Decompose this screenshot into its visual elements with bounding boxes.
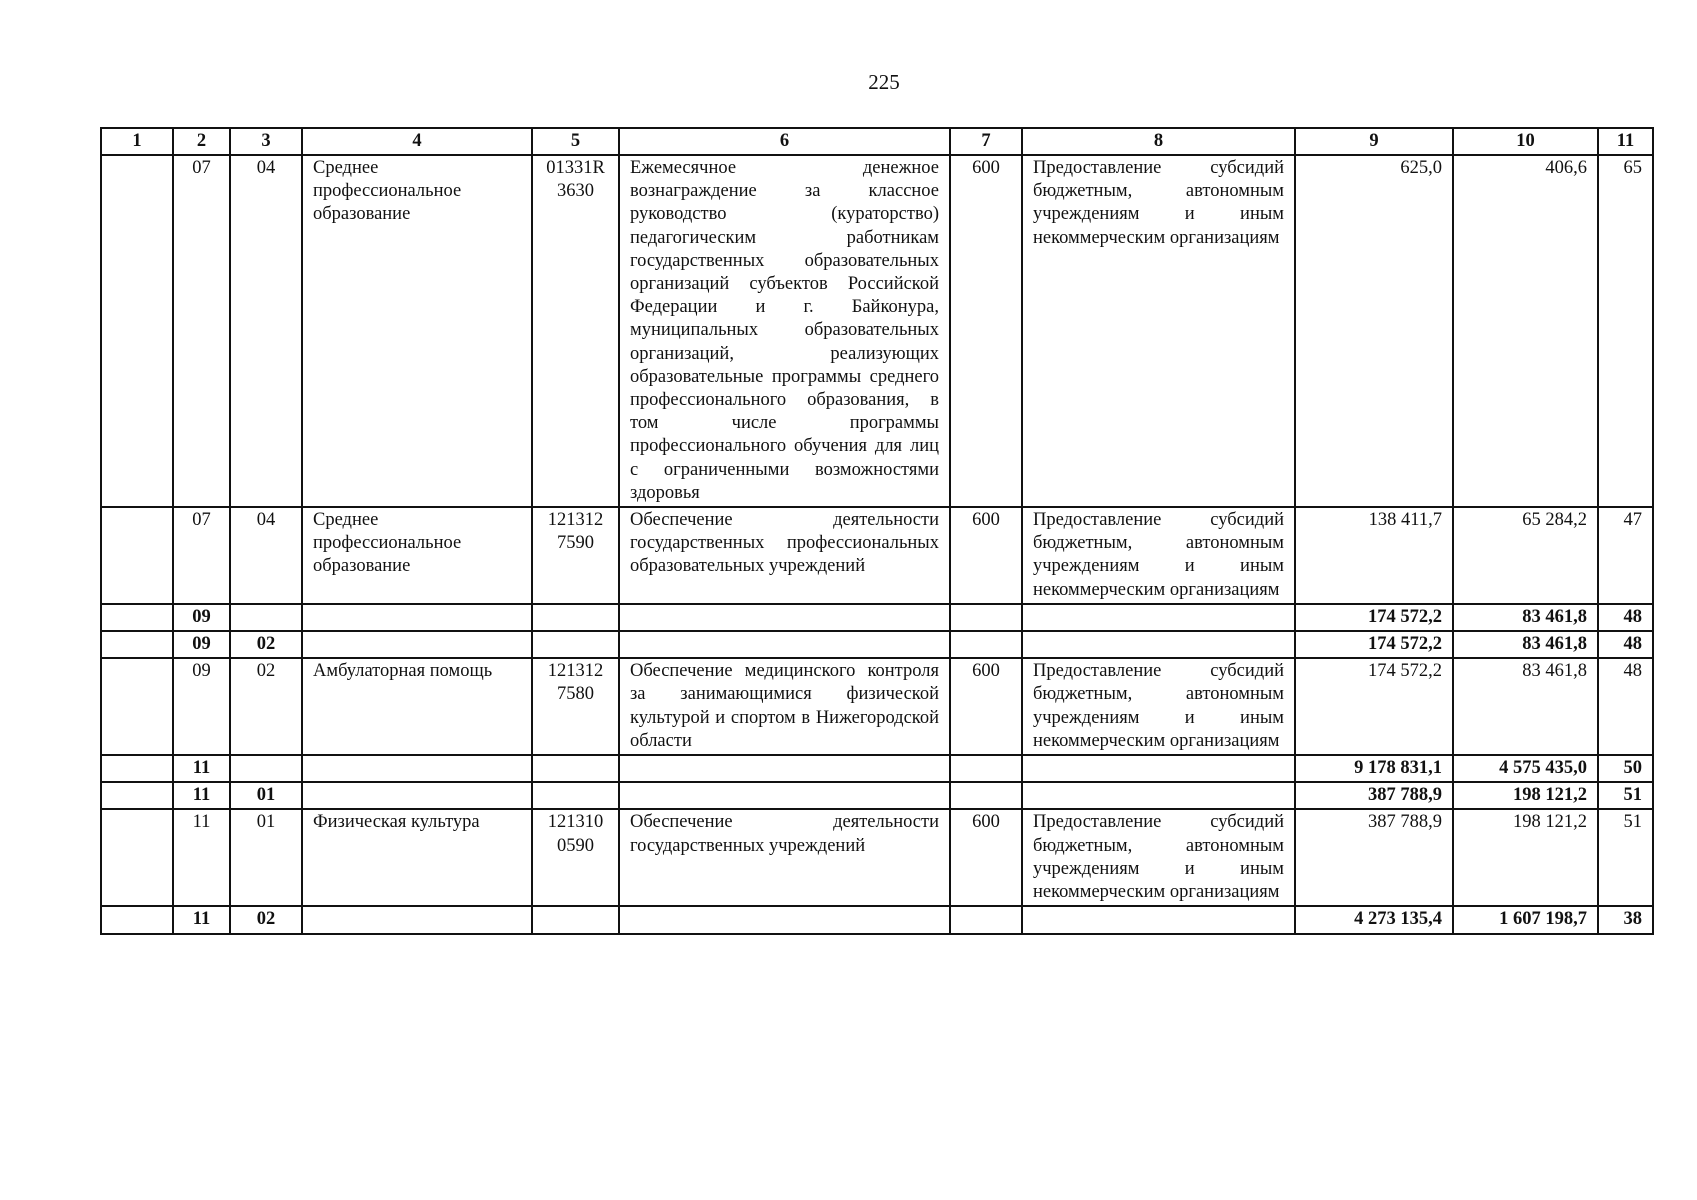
cell-expense-type: 600 [950, 658, 1022, 755]
cell-col1 [101, 507, 173, 604]
cell-plan: 174 572,2 [1295, 604, 1453, 631]
cell-expense-type [950, 782, 1022, 809]
cell-target-name [619, 604, 950, 631]
header-cell: 5 [532, 128, 619, 155]
cell-plan: 387 788,9 [1295, 782, 1453, 809]
header-cell: 2 [173, 128, 230, 155]
cell-percent: 65 [1598, 155, 1653, 507]
cell-target-code [532, 755, 619, 782]
cell-actual: 83 461,8 [1453, 631, 1598, 658]
cell-target-code: 121310 0590 [532, 809, 619, 906]
cell-percent: 38 [1598, 906, 1653, 933]
cell-expense-name [1022, 755, 1295, 782]
cell-subsection-name: Среднее профессиональное образование [302, 155, 532, 507]
cell-col1 [101, 906, 173, 933]
header-cell: 4 [302, 128, 532, 155]
cell-plan: 387 788,9 [1295, 809, 1453, 906]
cell-actual: 83 461,8 [1453, 658, 1598, 755]
cell-subsection: 01 [230, 809, 302, 906]
cell-target-name [619, 631, 950, 658]
cell-subsection-name: Физическая культура [302, 809, 532, 906]
cell-col1 [101, 782, 173, 809]
cell-subsection-name [302, 755, 532, 782]
cell-section: 09 [173, 658, 230, 755]
cell-col1 [101, 658, 173, 755]
cell-target-code [532, 906, 619, 933]
cell-actual: 83 461,8 [1453, 604, 1598, 631]
cell-subsection: 04 [230, 155, 302, 507]
cell-percent: 51 [1598, 809, 1653, 906]
cell-subsection: 04 [230, 507, 302, 604]
cell-plan: 138 411,7 [1295, 507, 1453, 604]
cell-subsection-name: Среднее профессиональное образование [302, 507, 532, 604]
table-row [101, 658, 1653, 755]
cell-col1 [101, 155, 173, 507]
cell-actual: 1 607 198,7 [1453, 906, 1598, 933]
cell-expense-type [950, 604, 1022, 631]
cell-target-name: Обеспечение деятельности государственных учреждений [619, 809, 950, 906]
table-row [101, 155, 1653, 507]
header-row [101, 128, 1653, 155]
cell-subsection: 02 [230, 658, 302, 755]
cell-percent: 48 [1598, 631, 1653, 658]
cell-section: 11 [173, 809, 230, 906]
cell-subsection-name [302, 631, 532, 658]
cell-target-name: Ежемесячное денежное вознаграждение за классное руководство (кураторство) педагогическим работникам государственных образовательных организаций субъектов Российской Федерации и г. Байконура, муниципальных образовательных организаций, реализующих образовательные программы среднего профессионального образования, в том числе программы профессионального обучения для лиц с ограниченными возможностями здоровья [619, 155, 950, 507]
cell-plan: 174 572,2 [1295, 631, 1453, 658]
header-cell: 8 [1022, 128, 1295, 155]
header-cell: 10 [1453, 128, 1598, 155]
cell-percent: 50 [1598, 755, 1653, 782]
header-cell: 6 [619, 128, 950, 155]
cell-expense-name: Предоставление субсидий бюджетным, автономным учреждениям и иным некоммерческим организациям [1022, 809, 1295, 906]
cell-subsection-name [302, 906, 532, 933]
table-row-total [101, 631, 1653, 658]
cell-percent: 51 [1598, 782, 1653, 809]
cell-actual: 65 284,2 [1453, 507, 1598, 604]
header-cell: 11 [1598, 128, 1653, 155]
cell-subsection: 02 [230, 906, 302, 933]
table-row-total [101, 782, 1653, 809]
cell-subsection-name [302, 604, 532, 631]
cell-target-code: 01331R 3630 [532, 155, 619, 507]
cell-expense-type [950, 631, 1022, 658]
cell-expense-name [1022, 906, 1295, 933]
cell-col1 [101, 809, 173, 906]
cell-section: 11 [173, 755, 230, 782]
cell-target-name [619, 755, 950, 782]
cell-target-name [619, 782, 950, 809]
cell-actual: 4 575 435,0 [1453, 755, 1598, 782]
page-number: 225 [868, 70, 900, 94]
cell-actual: 198 121,2 [1453, 782, 1598, 809]
cell-percent: 48 [1598, 604, 1653, 631]
cell-expense-name [1022, 631, 1295, 658]
table-row-total [101, 604, 1653, 631]
cell-plan: 9 178 831,1 [1295, 755, 1453, 782]
cell-expense-type [950, 755, 1022, 782]
budget-table [100, 127, 1654, 935]
cell-subsection: 02 [230, 631, 302, 658]
cell-col1 [101, 604, 173, 631]
cell-expense-type: 600 [950, 809, 1022, 906]
header-cell: 9 [1295, 128, 1453, 155]
cell-target-code: 121312 7590 [532, 507, 619, 604]
cell-target-name [619, 906, 950, 933]
cell-target-name: Обеспечение медицинского контроля за занимающимися физической культурой и спортом в Нижегородской области [619, 658, 950, 755]
cell-expense-type [950, 906, 1022, 933]
cell-col1 [101, 755, 173, 782]
cell-plan: 4 273 135,4 [1295, 906, 1453, 933]
cell-expense-type: 600 [950, 507, 1022, 604]
cell-section: 09 [173, 631, 230, 658]
table-row [101, 809, 1653, 906]
cell-target-code [532, 604, 619, 631]
cell-actual: 198 121,2 [1453, 809, 1598, 906]
cell-section: 09 [173, 604, 230, 631]
cell-section: 07 [173, 507, 230, 604]
cell-subsection-name [302, 782, 532, 809]
cell-subsection [230, 604, 302, 631]
cell-percent: 47 [1598, 507, 1653, 604]
cell-plan: 174 572,2 [1295, 658, 1453, 755]
cell-target-code: 121312 7580 [532, 658, 619, 755]
cell-actual: 406,6 [1453, 155, 1598, 507]
cell-subsection-name: Амбулаторная помощь [302, 658, 532, 755]
cell-plan: 625,0 [1295, 155, 1453, 507]
cell-target-name: Обеспечение деятельности государственных профессиональных образовательных учреждений [619, 507, 950, 604]
cell-expense-name [1022, 604, 1295, 631]
cell-expense-type: 600 [950, 155, 1022, 507]
cell-expense-name [1022, 782, 1295, 809]
header-cell: 1 [101, 128, 173, 155]
table-row [101, 507, 1653, 604]
cell-target-code [532, 631, 619, 658]
cell-percent: 48 [1598, 658, 1653, 755]
cell-subsection [230, 755, 302, 782]
cell-expense-name: Предоставление субсидий бюджетным, автономным учреждениям и иным некоммерческим организациям [1022, 658, 1295, 755]
table-row-total [101, 755, 1653, 782]
cell-expense-name: Предоставление субсидий бюджетным, автономным учреждениям и иным некоммерческим организациям [1022, 155, 1295, 507]
cell-subsection: 01 [230, 782, 302, 809]
cell-target-code [532, 782, 619, 809]
cell-col1 [101, 631, 173, 658]
cell-section: 11 [173, 906, 230, 933]
header-cell: 7 [950, 128, 1022, 155]
header-cell: 3 [230, 128, 302, 155]
cell-section: 11 [173, 782, 230, 809]
table-row-total [101, 906, 1653, 933]
cell-expense-name: Предоставление субсидий бюджетным, автономным учреждениям и иным некоммерческим организациям [1022, 507, 1295, 604]
cell-section: 07 [173, 155, 230, 507]
